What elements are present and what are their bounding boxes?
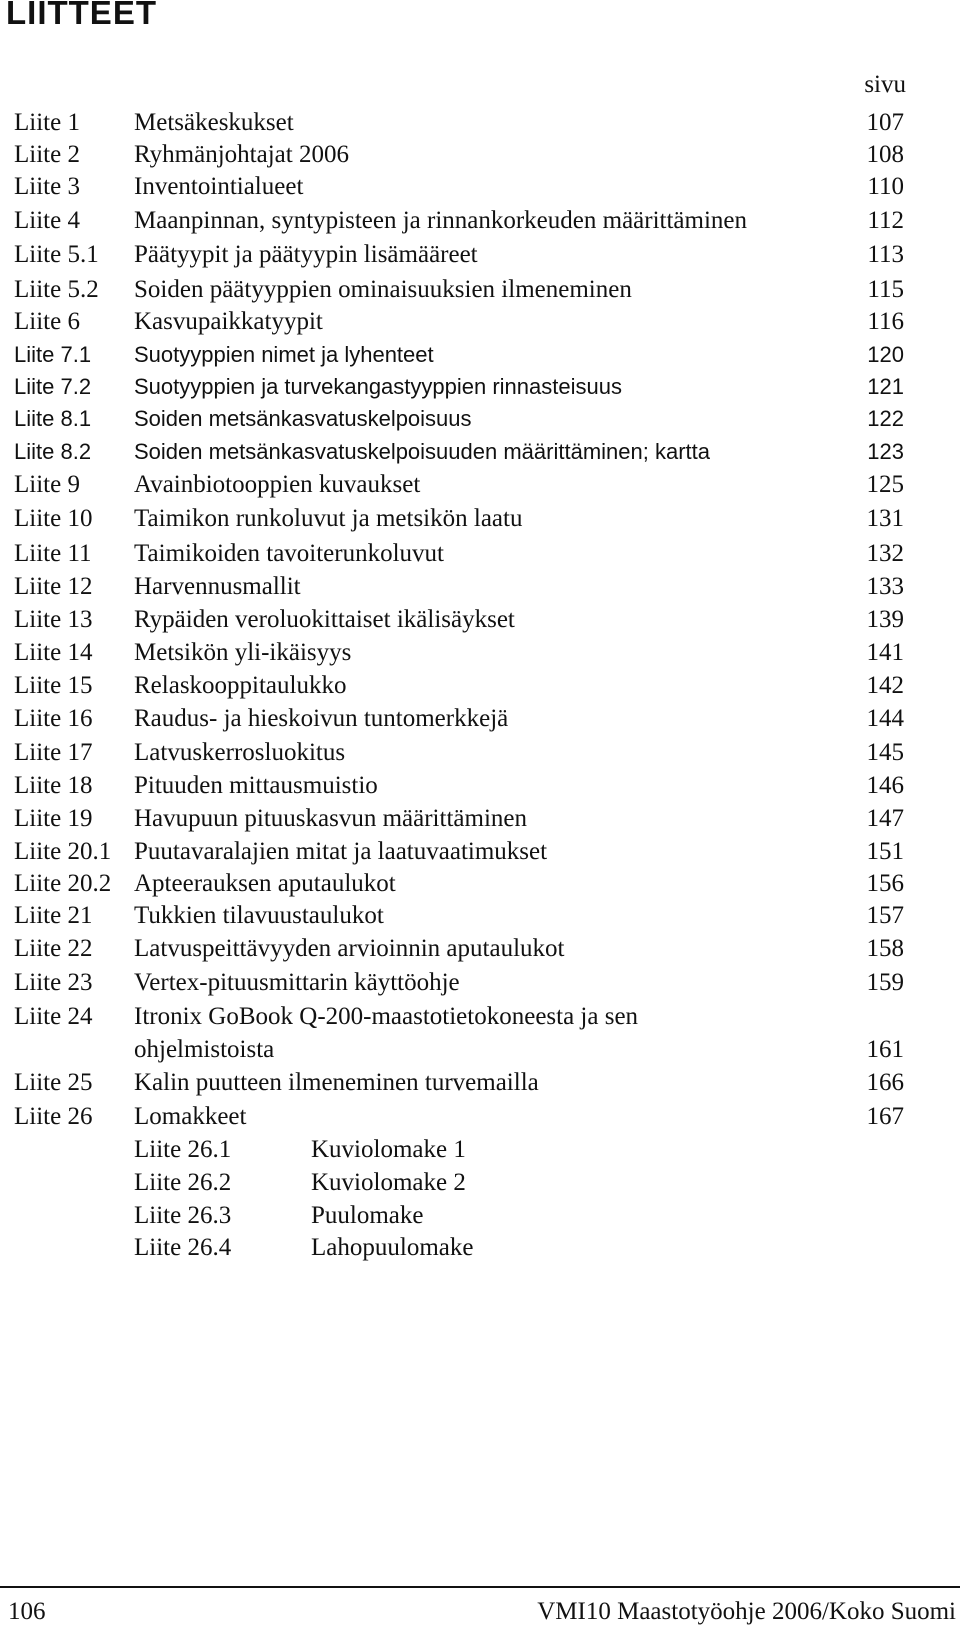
toc-entry-label: Liite 3 [14,173,80,200]
toc-entry-title: Soiden metsänkasvatuskelpoisuus [134,406,472,431]
toc-entry-title: Taimikon runkoluvut ja metsikön laatu [134,505,523,532]
toc-entry-page: 139 [866,606,904,633]
toc-entry-page: 121 [867,374,904,399]
toc-entry-title: Maanpinnan, syntypisteen ja rinnankorkeuden määrittäminen [134,207,748,234]
toc-entry-title: Vertex-pituusmittarin käyttöohje [134,969,460,996]
toc-entry [14,1067,904,1099]
toc-entry [14,403,904,435]
toc-entry-title: Metsäkeskukset [134,109,294,136]
toc-entry-page: 108 [866,141,904,168]
toc-entry [14,538,904,570]
toc-entry-page: 142 [866,672,904,699]
toc-entry-page: 166 [866,1069,904,1096]
toc-entry [14,107,904,139]
toc-entry-page: 144 [866,705,904,732]
toc-entry-page: 158 [866,935,904,962]
page-title: LIITTEET [6,0,157,31]
toc-entry-title: Kalin puutteen ilmeneminen turvemailla [134,1069,539,1096]
toc-entry-title: Pituuden mittausmuistio [134,772,378,799]
toc-entry-page: 131 [866,505,904,532]
toc-entry [14,239,904,271]
toc-entry-label: Liite 5.1 [14,241,99,268]
toc-entry-label: Liite 10 [14,505,93,532]
toc-entry-page: 112 [867,207,904,234]
toc-entry-label: Liite 19 [14,805,93,832]
toc-entry-title: Kasvupaikkatyypit [134,308,323,335]
toc-entry-page: 110 [867,173,904,200]
toc-entry-title: Lomakkeet [134,1103,247,1130]
toc-entry-label: Liite 24 [14,1003,93,1030]
toc-entry [14,836,904,868]
toc-entry [14,371,904,403]
toc-entry-title: Puutavaralajien mitat ja laatuvaatimukset [134,838,548,865]
toc-entry [14,770,904,802]
toc-entry-label: Liite 20.1 [14,838,112,865]
toc-entry-label: Liite 7.1 [14,342,92,367]
toc-entry-page: 132 [866,540,904,567]
toc-entry-title: Inventointialueet [134,173,304,200]
toc-entry [14,339,904,371]
toc-entry-label: Liite 21 [14,902,93,929]
toc-entry-page: 116 [867,308,904,335]
toc-entry-label: Liite 18 [14,772,93,799]
toc-subentry-label: Liite 26.1 [134,1136,232,1163]
toc-entry-title: Raudus- ja hieskoivun tuntomerkkejä [134,705,509,732]
toc-entry-page: 115 [867,276,904,303]
toc-entry-label: Liite 8.1 [14,406,92,431]
toc-entry-page: 145 [866,739,904,766]
toc-entry-title: Metsikön yli-ikäisyys [134,639,352,666]
toc-entry-label: Liite 25 [14,1069,93,1096]
toc-entry-label: Liite 23 [14,969,93,996]
toc-entry-page: 167 [866,1103,904,1130]
toc-subentry-title: Kuviolomake 1 [311,1136,466,1163]
toc-entry-page: 157 [866,902,904,929]
toc-entry [14,604,904,636]
toc-entry [14,274,904,306]
toc-subentry-title: Lahopuulomake [311,1234,474,1261]
toc-entry [14,1001,904,1033]
toc-entry-label: Liite 5.2 [14,276,99,303]
toc-entry-page: 107 [866,109,904,136]
toc-entry-page: 146 [866,772,904,799]
toc-subentry-label: Liite 26.3 [134,1202,232,1229]
toc-entry-page: 123 [867,439,904,464]
toc-subentry-label: Liite 26.4 [134,1234,232,1261]
toc-entry [14,967,904,999]
toc-entry-title: Tukkien tilavuustaulukot [134,902,384,929]
toc-entry-title: Soiden päätyyppien ominaisuuksien ilmeneminen [134,276,632,303]
toc-entry-page: 156 [866,870,904,897]
toc-entry [14,1034,904,1066]
toc-entry [14,306,904,338]
toc-entry-title: Avainbiotooppien kuvaukset [134,471,421,498]
toc-entry-title: Suotyyppien nimet ja lyhenteet [134,342,434,367]
toc-entry-page: 141 [866,639,904,666]
toc-entry-page: 159 [866,969,904,996]
toc-entry-label: Liite 17 [14,739,93,766]
toc-entry [14,205,904,237]
toc-entry-title: Havupuun pituuskasvun määrittäminen [134,805,527,832]
toc-entry-label: Liite 8.2 [14,439,92,464]
footer-document-title: VMI10 Maastotyöohje 2006/Koko Suomi [537,1598,956,1625]
toc-entry-page: 125 [866,471,904,498]
toc-entry-label: Liite 16 [14,705,93,732]
toc-entry [14,703,904,735]
toc-entry-title: Taimikoiden tavoiterunkoluvut [134,540,444,567]
toc-entry-label: Liite 20.2 [14,870,112,897]
toc-entry-page: 122 [867,406,904,431]
toc-entry-title: Ryhmänjohtajat 2006 [134,141,349,168]
toc-entry-title: Rypäiden veroluokittaiset ikälisäykset [134,606,515,633]
toc-entry [14,571,904,603]
toc-entry-page: 161 [866,1036,904,1063]
toc-entry-label: Liite 11 [14,540,92,567]
toc-entry [14,171,904,203]
toc-entry [14,803,904,835]
toc-entry [14,868,904,900]
toc-entry-title: Itronix GoBook Q-200-maastotietokoneesta ja sen [134,1003,639,1030]
toc-entry-label: Liite 14 [14,639,93,666]
footer-rule [0,1586,960,1588]
toc-entry [14,436,904,468]
toc-entry-title: Soiden metsänkasvatuskelpoisuuden määrittäminen; kartta [134,439,710,464]
toc-entry [14,670,904,702]
toc-entry-page: 120 [867,342,904,367]
toc-entry [14,503,904,535]
toc-entry-label: Liite 9 [14,471,80,498]
toc-entry-title: Päätyypit ja päätyypin lisämääreet [134,241,478,268]
toc-entry [14,1101,904,1133]
toc-entry-label: Liite 12 [14,573,93,600]
toc-entry-title: Harvennusmallit [134,573,301,600]
toc-entry-title: Latvuspeittävyyden arvioinnin aputaulukot [134,935,565,962]
toc-entry [14,737,904,769]
page-footer [0,1598,960,1630]
toc-entry-title: Apteerauksen aputaulukot [134,870,396,897]
toc-entry-label: Liite 13 [14,606,93,633]
toc-entry-title: Latvuskerrosluokitus [134,739,346,766]
toc-entry [14,637,904,669]
toc-entry-title: Relaskooppitaulukko [134,672,347,699]
toc-subentry-label: Liite 26.2 [134,1169,232,1196]
toc-entry-label: Liite 2 [14,141,80,168]
toc-subentry-title: Puulomake [311,1202,424,1229]
toc-entry [14,933,904,965]
toc-entry-title: Suotyyppien ja turvekangastyyppien rinnasteisuus [134,374,622,399]
toc-entry-page: 147 [866,805,904,832]
footer-page-number: 106 [8,1598,46,1625]
toc-entry [14,139,904,171]
toc-subentry-title: Kuviolomake 2 [311,1169,466,1196]
toc-entry-page: 151 [866,838,904,865]
toc-entry-label: Liite 1 [14,109,80,136]
toc-entry [14,469,904,501]
toc-entry-label: Liite 6 [14,308,80,335]
toc-entry-page: 133 [866,573,904,600]
toc-entry-page: 113 [867,241,904,268]
toc-entry-label: Liite 22 [14,935,93,962]
toc-entry-label: Liite 4 [14,207,80,234]
toc-entry [14,900,904,932]
toc-entry-label: Liite 7.2 [14,374,92,399]
toc-entry-title: ohjelmistoista [134,1036,275,1063]
toc-entry-label: Liite 26 [14,1103,93,1130]
page-column-header: sivu [864,71,906,98]
toc-entry-label: Liite 15 [14,672,93,699]
